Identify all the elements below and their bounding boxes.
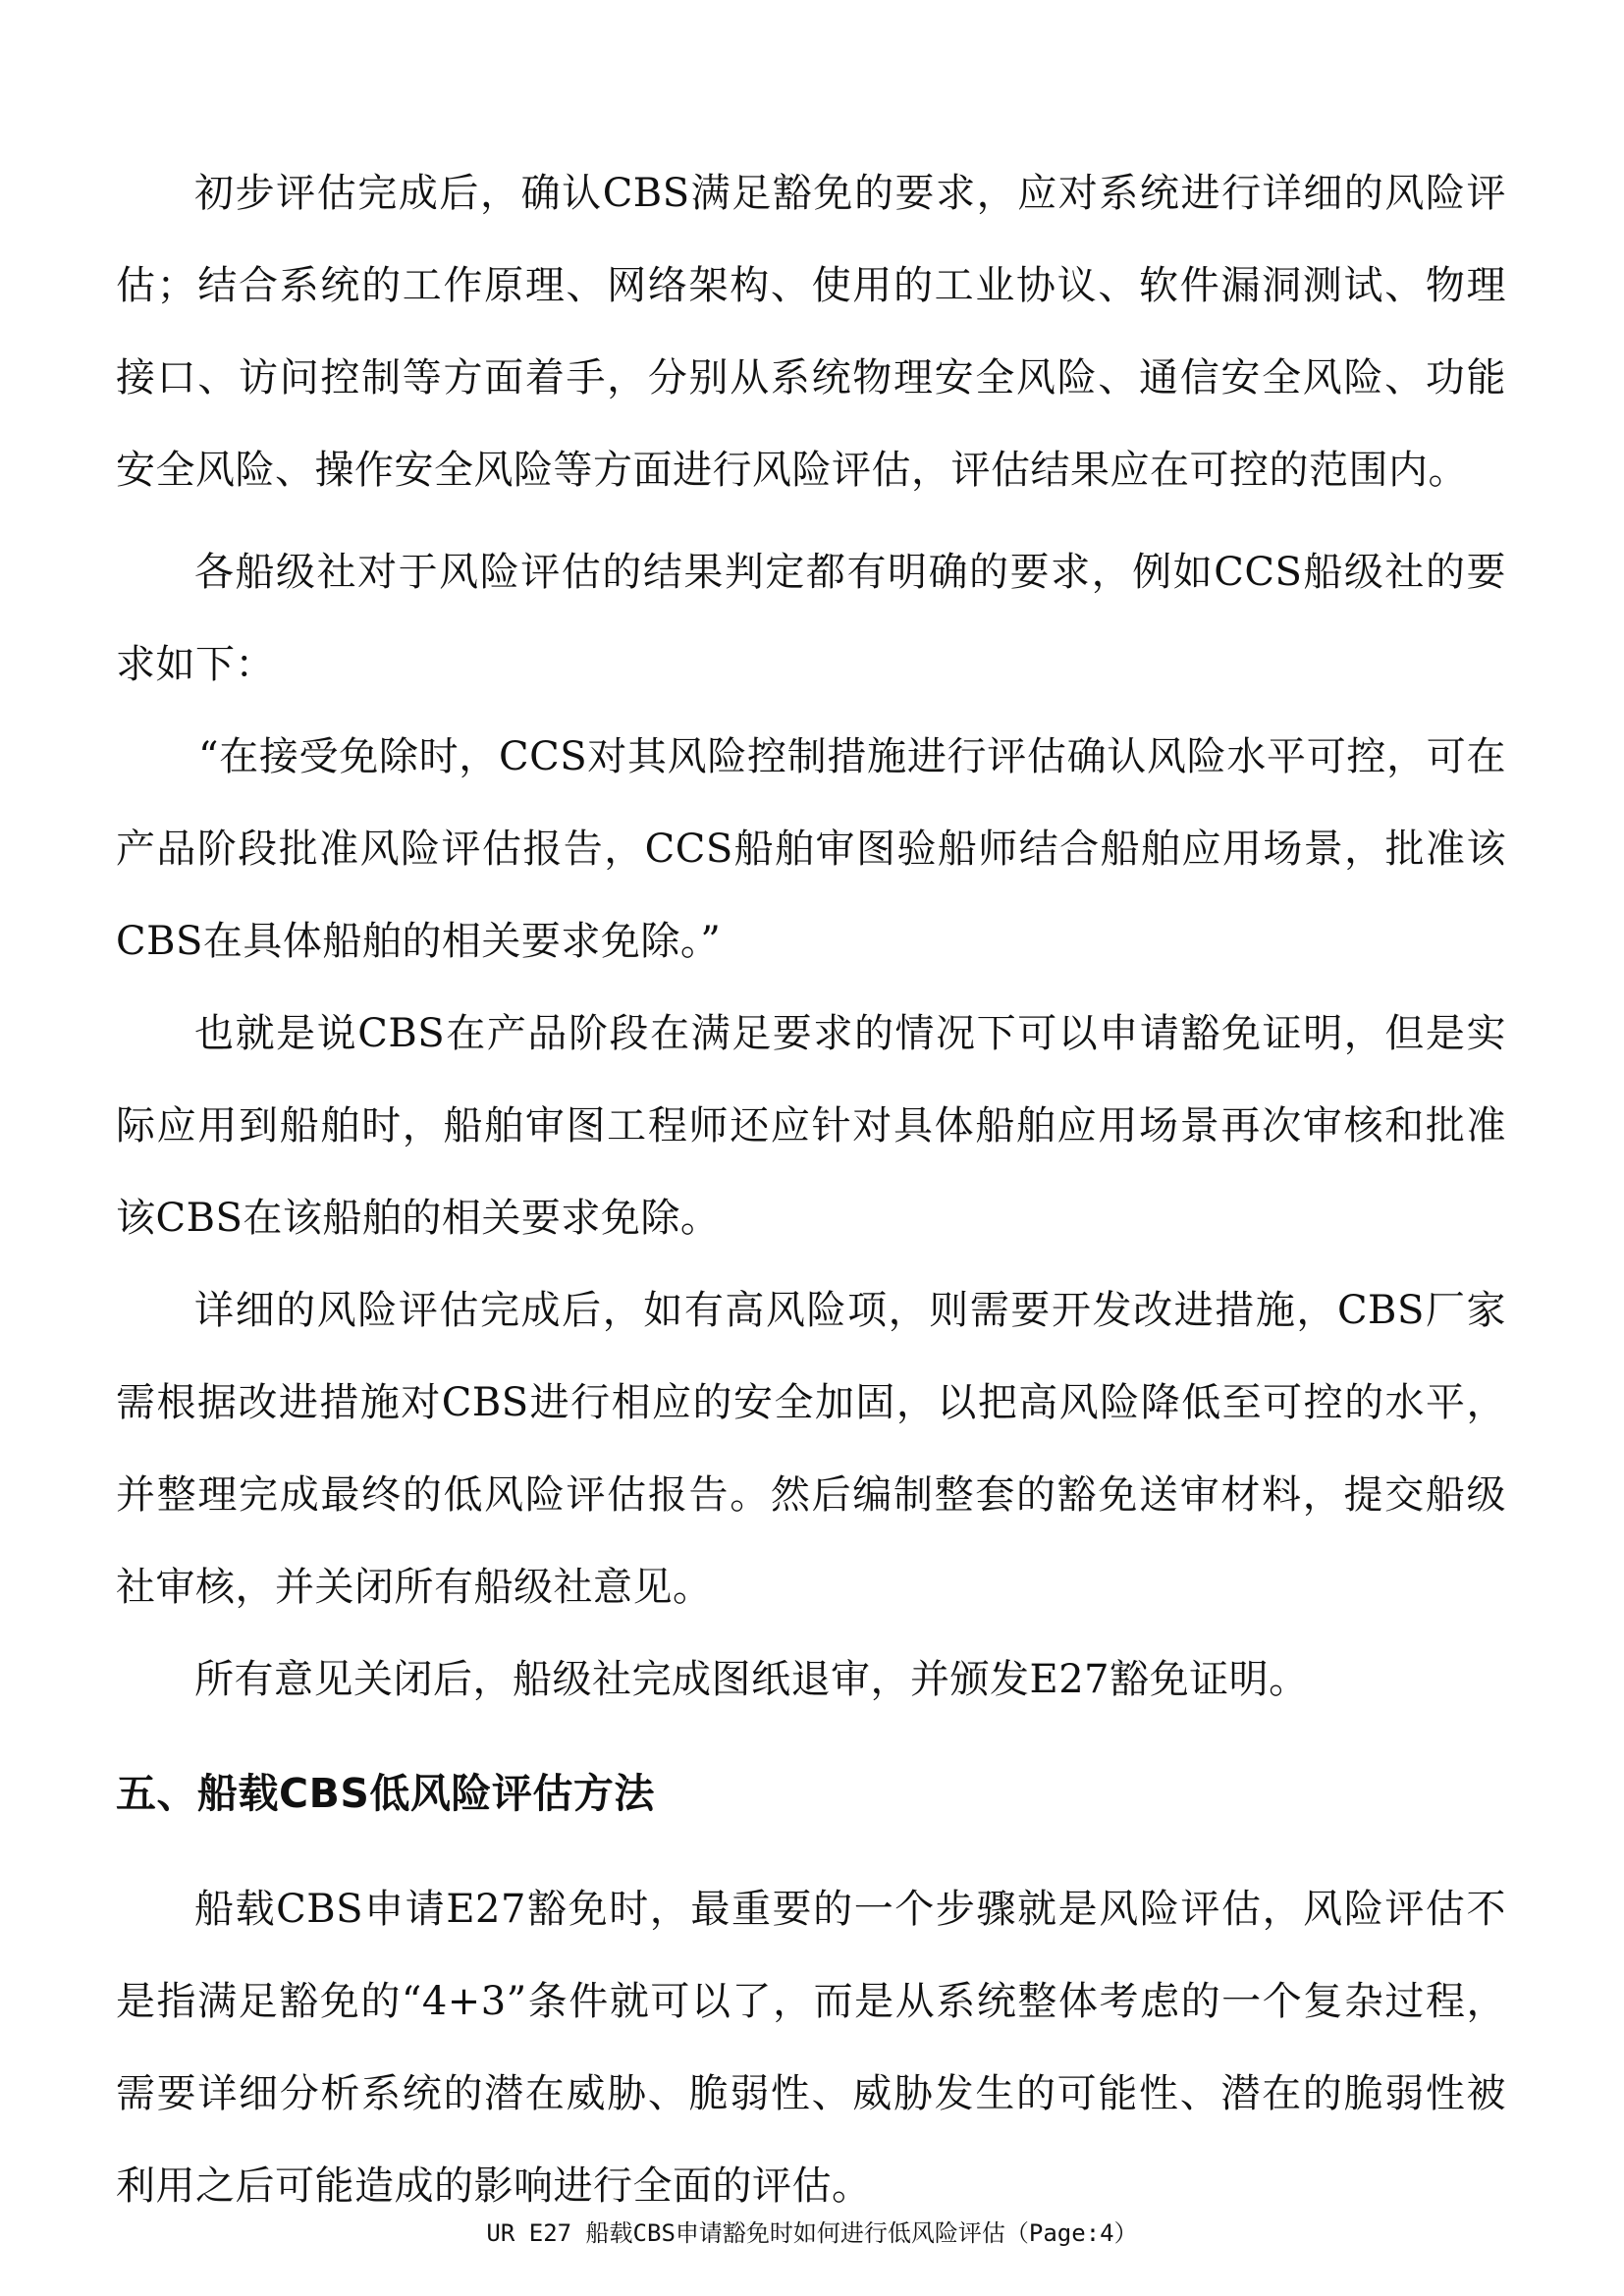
paragraph-product-stage: 也就是说CBS在产品阶段在满足要求的情况下可以申请豁免证明，但是实际应用到船舶时，船舶审图工程师还应针对具体船舶应用场景再次审核和批准该CBS在该船舶的相关要求免除。 [116, 1011, 1506, 1241]
section-heading-five: 五、船载CBS低风险评估方法 [116, 1770, 655, 1817]
page-footer: UR E27 船载CBS申请豁免时如何进行低风险评估（Page:4） [486, 2219, 1138, 2247]
paragraph-ccs-quote: “在接受免除时，CCS对其风险控制措施进行评估确认风险水平可控，可在产品阶段批准风险评估报告，CCS船舶审图验船师结合船舶应用场景，批准该CBS在具体船舶的相关要求免除。” [116, 734, 1506, 964]
paragraph-initial-assessment: 初步评估完成后，确认CBS满足豁免的要求，应对系统进行详细的风险评估；结合系统的工作原理、网络架构、使用的工业协议、软件漏洞测试、物理接口、访问控制等方面着手，分别从系统物理安全风险、通信安全风险、功能安全风险、操作安全风险等方面进行风险评估，评估结果应在可控的范围内。 [116, 171, 1506, 493]
paragraph-risk-assessment-method: 船载CBS申请E27豁免时，最重要的一个步骤就是风险评估，风险评估不是指满足豁免的“4+3”条件就可以了，而是从系统整体考虑的一个复杂过程，需要详细分析系统的潜在威胁、脆弱性、威胁发生的可能性、潜在的脆弱性被利用之后可能造成的影响进行全面的评估。 [116, 1887, 1506, 2209]
paragraph-class-society-requirements: 各船级社对于风险评估的结果判定都有明确的要求，例如CCS船级社的要求如下： [116, 550, 1506, 687]
document-body [116, 147, 1506, 2232]
paragraph-detailed-assessment: 详细的风险评估完成后，如有高风险项，则需要开发改进措施，CBS厂家需根据改进措施对CBS进行相应的安全加固，以把高风险降低至可控的水平，并整理完成最终的低风险评估报告。然后编制整套的豁免送审材料，提交船级社审核，并关闭所有船级社意见。 [116, 1288, 1506, 1610]
paragraph-certificate-issued: 所有意见关闭后，船级社完成图纸退审，并颁发E27豁免证明。 [194, 1657, 1309, 1702]
